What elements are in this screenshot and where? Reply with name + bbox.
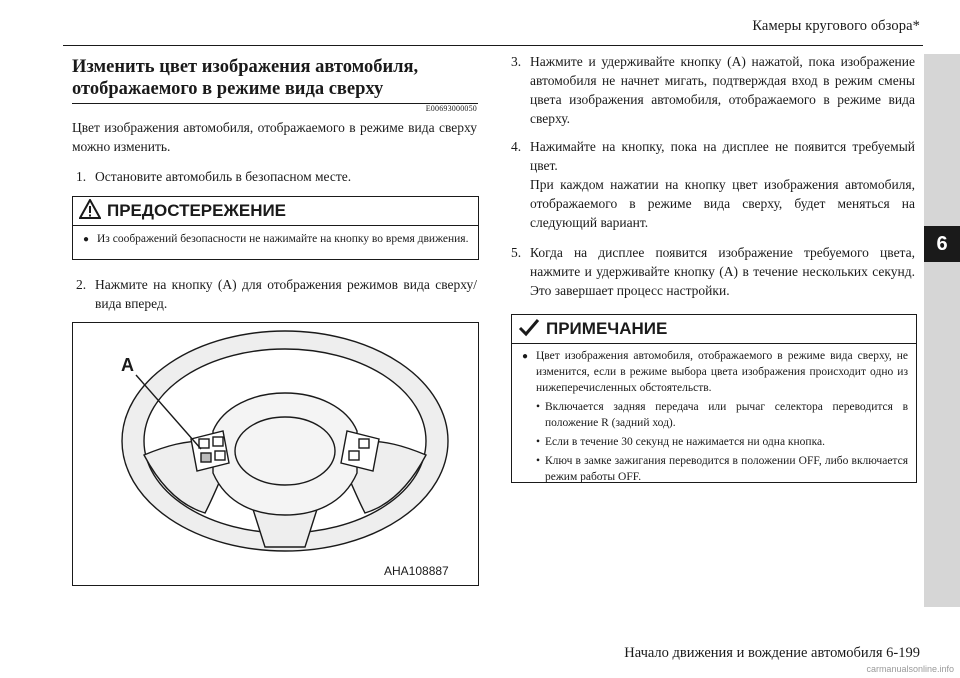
warning-bullet bbox=[83, 231, 470, 248]
warning-title: ПРЕДОСТЕРЕЖЕНИЕ bbox=[107, 201, 287, 220]
step-text-group bbox=[530, 137, 915, 232]
step-1 bbox=[76, 167, 477, 186]
step-text: Нажимайте на кнопку, пока на дисплее не появится требуемый цвет. bbox=[530, 139, 915, 173]
note-item-text: Ключ в замке зажигания переводится в положении OFF, либо включается режим работы OFF. bbox=[545, 455, 908, 483]
note-body bbox=[512, 344, 916, 491]
step-number: 2. bbox=[76, 277, 87, 292]
watermark: carmanualsonline.info bbox=[866, 664, 954, 674]
sub-bullet-icon: • bbox=[536, 455, 541, 467]
step-number: 4. bbox=[511, 139, 522, 154]
note-item-text: Если в течение 30 секунд не нажимается ни одна кнопка. bbox=[545, 436, 825, 448]
page-header-title: Камеры кругового обзора* bbox=[752, 18, 920, 34]
intro-paragraph: Цвет изображения автомобиля, отображаемого в режиме вида сверху можно изменить. bbox=[72, 120, 477, 154]
warning-box bbox=[72, 196, 479, 260]
figure-code: AHA108887 bbox=[384, 564, 449, 578]
step-number: 5. bbox=[511, 245, 522, 260]
note-checkmark-icon bbox=[518, 317, 540, 342]
note-bullet bbox=[522, 348, 908, 396]
warning-header bbox=[73, 197, 478, 226]
bullet-dot-icon: ● bbox=[522, 351, 529, 362]
section-title bbox=[72, 56, 477, 100]
note-bullet-text: Цвет изображения автомобиля, отображаемого в режиме вида сверху, не изменится, если в режиме выбора цвета изображения происходит одно из нижеперечисленных обстоятельств. bbox=[536, 350, 908, 394]
step-3 bbox=[511, 52, 915, 128]
note-box bbox=[511, 314, 917, 483]
bullet-dot-icon: ● bbox=[83, 234, 90, 245]
section-code: E00693000050 bbox=[425, 104, 477, 113]
step-text-continued: При каждом нажатии на кнопку цвет изображения автомобиля, отображаемого в режиме вида сверху, будет меняться на следующий вариант. bbox=[530, 177, 915, 230]
section-title-line1: Изменить цвет изображения автомобиля, bbox=[72, 57, 419, 77]
warning-bullet-text: Из соображений безопасности не нажимайте на кнопку во время движения. bbox=[97, 233, 469, 245]
note-item-text: Включается задняя передача или рычаг селектора переводится в положение R (задний ход). bbox=[545, 401, 908, 429]
chapter-number-badge: 6 bbox=[924, 226, 960, 262]
note-item bbox=[536, 453, 908, 485]
sub-bullet-icon: • bbox=[536, 401, 541, 413]
step-4 bbox=[511, 137, 915, 232]
note-title: ПРИМЕЧАНИЕ bbox=[546, 319, 668, 338]
step-text: Остановите автомобиль в безопасном месте. bbox=[95, 169, 352, 184]
step-text: Нажмите на кнопку (A) для отображения режимов вида сверху/вида вперед. bbox=[95, 277, 477, 311]
warning-body bbox=[73, 226, 478, 254]
section-title-line2: отображаемого в режиме вида сверху bbox=[72, 79, 384, 99]
header-divider bbox=[63, 45, 923, 46]
sub-bullet-icon: • bbox=[536, 436, 541, 448]
note-item bbox=[536, 399, 908, 431]
note-header bbox=[512, 315, 916, 344]
figure-callout-a: A bbox=[121, 355, 134, 375]
warning-triangle-icon bbox=[79, 199, 101, 224]
step-text: Нажмите и удерживайте кнопку (A) нажатой, пока изображение автомобиля не начнет мигать, подтверждая вход в режим смены цвета изображения автомобиля, отображаемого в режиме вида сверху. bbox=[530, 54, 915, 126]
chapter-side-tab bbox=[924, 54, 960, 607]
step-2 bbox=[76, 275, 477, 313]
step-text: Когда на дисплее появится изображение требуемого цвета, нажмите и удерживайте кнопку (A) в течение нескольких секунд. Это завершает процесс настройки. bbox=[530, 245, 915, 298]
step-number: 1. bbox=[76, 169, 87, 184]
step-5 bbox=[511, 243, 915, 300]
step-number: 3. bbox=[511, 54, 522, 69]
page-footer: Начало движения и вождение автомобиля 6-199 bbox=[624, 645, 920, 661]
note-item bbox=[536, 434, 908, 450]
